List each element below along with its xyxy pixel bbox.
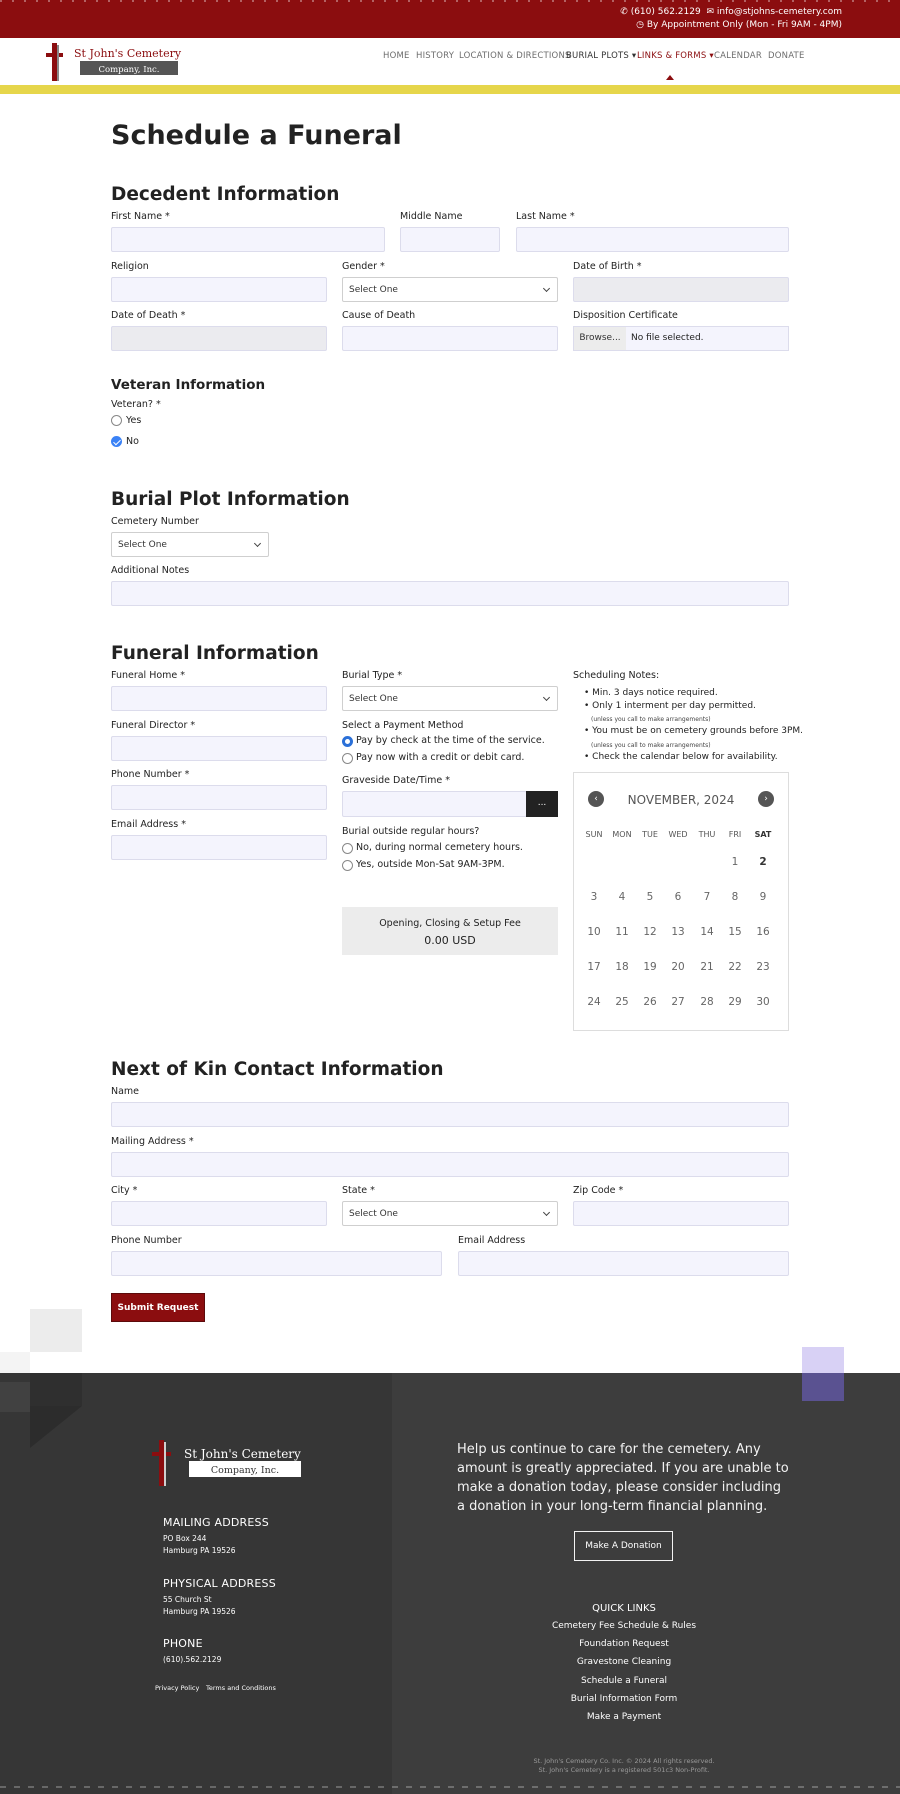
quick-link-payment[interactable]: Make a Payment [586, 1712, 662, 1722]
decorative-triangle [30, 1406, 82, 1448]
chevron-down-icon [543, 694, 550, 701]
top-bar [0, 0, 900, 38]
nav-burial-plots-label: BURIAL PLOTS [566, 51, 629, 61]
hours-text: By Appointment Only (Mon - Fri 9AM - 4PM) [646, 20, 842, 30]
make-donation-button[interactable]: Make A Donation [574, 1531, 673, 1561]
mailing-line1: PO Box 244 [163, 1534, 207, 1543]
logo-line1: St John's Cemetery [74, 47, 182, 60]
footer-logo[interactable] [151, 1439, 306, 1487]
calendar-day-header: MON [612, 830, 632, 839]
chevron-down-icon [543, 1209, 550, 1216]
physical-line2: Hamburg PA 19526 [163, 1607, 236, 1616]
quick-link-schedule[interactable]: Schedule a Funeral [581, 1676, 667, 1686]
outside-hours-label: Burial outside regular hours? [342, 826, 480, 837]
terms-link[interactable]: Terms and Conditions [206, 1684, 276, 1692]
contact-line [620, 7, 842, 17]
calendar-day[interactable]: 16 [756, 926, 770, 938]
kin-name-label: Name [111, 1086, 140, 1097]
quick-link-fee[interactable]: Cemetery Fee Schedule & Rules [551, 1621, 697, 1631]
footer-phone[interactable]: (610).562.2129 [163, 1655, 222, 1664]
quick-link-gravestone[interactable]: Gravestone Cleaning [576, 1657, 672, 1667]
last-name-label: Last Name * [516, 211, 575, 222]
scheduling-notes-title: Scheduling Notes: [573, 670, 660, 681]
footer-logo-cross-horizontal [152, 1452, 171, 1456]
funeral-email-input[interactable] [111, 835, 327, 860]
calendar-day[interactable]: 22 [728, 961, 742, 973]
cemetery-number-value: Select One [118, 540, 167, 550]
veteran-no-radio[interactable] [111, 436, 122, 447]
calendar-day-header: FRI [728, 830, 742, 839]
burial-type-select[interactable] [342, 686, 558, 711]
date-picker-button[interactable]: ... [526, 791, 558, 817]
kin-state-label: State * [342, 1185, 375, 1196]
calendar-day-header: THU [698, 830, 716, 839]
religion-label: Religion [111, 261, 149, 272]
funeral-heading: Funeral Information [111, 643, 319, 664]
copyright-line1: St. John's Cemetery Co. Inc. © 2024 All rights reserved. [533, 1757, 715, 1765]
calendar-day[interactable]: 10 [587, 926, 601, 938]
kin-city-input[interactable] [111, 1201, 327, 1226]
note-3-text: You must be on cemetery grounds before 3PM. [592, 726, 804, 736]
last-name-input[interactable] [516, 227, 789, 252]
logo-cross-horizontal [46, 53, 63, 57]
next-month-button[interactable]: › [758, 791, 774, 807]
note-3-small: (unless you call to make arrangements) [591, 742, 711, 749]
calendar-day[interactable]: 30 [756, 996, 770, 1008]
cert-file-input[interactable] [573, 326, 789, 351]
pay-check-radio[interactable] [342, 736, 353, 747]
calendar-day[interactable]: 2 [759, 856, 767, 868]
cause-input[interactable] [342, 326, 558, 351]
decorative-dots [0, 0, 900, 2]
copyright-line2: St. John's Cemetery is a registered 501c3 Non-Profit. [538, 1766, 710, 1774]
hours-line [636, 20, 842, 30]
calendar-day[interactable]: 9 [759, 891, 767, 903]
veteran-no-label: No [126, 436, 139, 447]
chevron-down-icon [254, 540, 261, 547]
calendar-day[interactable]: 27 [671, 996, 685, 1008]
footer-logo-line1: St John's Cemetery [184, 1447, 301, 1461]
payment-label: Select a Payment Method [342, 720, 464, 731]
kin-mailing-label: Mailing Address * [111, 1136, 194, 1147]
footer-logo-line2: Company, Inc. [210, 1465, 280, 1476]
dod-label: Date of Death * [111, 310, 186, 321]
kin-name-input[interactable] [111, 1102, 789, 1127]
kin-city-label: City * [111, 1185, 138, 1196]
kin-state-value: Select One [349, 1209, 398, 1219]
chevron-down-icon [543, 285, 550, 292]
outside-yes-label: Yes, outside Mon-Sat 9AM-3PM. [356, 859, 505, 870]
calendar-day[interactable]: 26 [643, 996, 657, 1008]
calendar-day[interactable]: 13 [671, 926, 685, 938]
note-1: • Min. 3 days notice required. [584, 688, 718, 698]
veteran-yes-label: Yes [126, 415, 142, 426]
active-nav-indicator [666, 75, 674, 80]
fee-box [342, 907, 558, 955]
funeral-home-input[interactable] [111, 686, 327, 711]
kin-phone-label: Phone Number [111, 1235, 182, 1246]
prev-month-button[interactable]: ‹ [588, 791, 604, 807]
nav-location[interactable]: LOCATION & DIRECTIONS [459, 51, 571, 61]
plot-heading: Burial Plot Information [111, 489, 350, 510]
religion-input[interactable] [111, 277, 327, 302]
pay-check-label: Pay by check at the time of the service. [356, 735, 545, 746]
calendar-day[interactable]: 11 [615, 926, 629, 938]
outside-no-radio[interactable] [342, 843, 353, 854]
fee-value: 0.00 USD [424, 934, 476, 947]
physical-heading: PHYSICAL ADDRESS [163, 1577, 276, 1590]
kin-zip-label: Zip Code * [573, 1185, 624, 1196]
gender-select-value: Select One [349, 285, 398, 295]
first-name-input[interactable] [111, 227, 385, 252]
nav-burial-plots[interactable] [566, 51, 636, 61]
availability-calendar [573, 772, 789, 1031]
calendar-day[interactable]: 5 [646, 891, 654, 903]
calendar-day-header: SAT [754, 830, 772, 839]
mailing-heading: MAILING ADDRESS [163, 1516, 269, 1529]
calendar-day[interactable]: 29 [728, 996, 742, 1008]
gender-select[interactable] [342, 277, 558, 302]
gender-label: Gender * [342, 261, 385, 272]
note-2-small: (unless you call to make arrangements) [591, 716, 711, 723]
calendar-day[interactable]: 14 [700, 926, 714, 938]
calendar-day[interactable]: 6 [674, 891, 682, 903]
funeral-home-label: Funeral Home * [111, 670, 186, 681]
file-status: No file selected. [631, 333, 704, 343]
calendar-day[interactable]: 28 [700, 996, 714, 1008]
pay-card-radio[interactable] [342, 753, 353, 764]
calendar-month-title: NOVEMBER, 2024 [627, 793, 735, 807]
calendar-day[interactable]: 1 [731, 856, 739, 868]
calendar-day[interactable]: 20 [671, 961, 685, 973]
clock-icon: ◷ [636, 20, 644, 30]
funeral-phone-input[interactable] [111, 785, 327, 810]
decorative-square [0, 1382, 30, 1412]
note-2-text: Only 1 interment per day permitted. [592, 701, 756, 711]
decorative-dots [0, 1786, 900, 1788]
funeral-director-label: Funeral Director * [111, 720, 196, 731]
calendar-day[interactable]: 18 [615, 961, 629, 973]
funeral-phone-label: Phone Number * [111, 769, 190, 780]
kin-mailing-input[interactable] [111, 1152, 789, 1177]
quick-links-heading: QUICK LINKS [592, 1603, 656, 1614]
calendar-day[interactable]: 21 [700, 961, 714, 973]
graveside-label: Graveside Date/Time * [342, 775, 450, 786]
phone-icon: ✆ [620, 7, 628, 17]
site-footer [0, 1373, 900, 1794]
kin-email-input[interactable] [458, 1251, 789, 1276]
veteran-yes-radio[interactable] [111, 415, 122, 426]
footer-logo-cross-vertical [159, 1440, 164, 1486]
nav-links-forms-label: LINKS & FORMS [637, 51, 707, 61]
notes-label: Additional Notes [111, 565, 190, 576]
kin-zip-input[interactable] [573, 1201, 789, 1226]
calendar-day[interactable]: 19 [643, 961, 657, 973]
physical-line1: 55 Church St [163, 1595, 212, 1604]
kin-email-label: Email Address [458, 1235, 526, 1246]
decorative-square [30, 1309, 82, 1352]
funeral-email-label: Email Address * [111, 819, 186, 830]
middle-name-input[interactable] [400, 227, 500, 252]
nav-home[interactable]: HOME [383, 51, 410, 61]
quick-link-burial-form[interactable]: Burial Information Form [570, 1694, 678, 1704]
first-name-label: First Name * [111, 211, 170, 222]
calendar-day[interactable]: 24 [587, 996, 601, 1008]
calendar-day-header: SUN [585, 830, 603, 839]
middle-name-label: Middle Name [400, 211, 463, 222]
calendar-day[interactable]: 25 [615, 996, 629, 1008]
fee-title: Opening, Closing & Setup Fee [379, 918, 521, 929]
outside-no-label: No, during normal cemetery hours. [356, 842, 523, 853]
privacy-link[interactable]: Privacy Policy [155, 1684, 200, 1692]
chevron-down-icon: ▾ [709, 51, 714, 61]
donation-text: Help us continue to care for the cemetery. Any amount is greatly appreciated. If you are unable to make a donation today, please consider including a donation in your long-term financial planning. [457, 1442, 789, 1514]
note-1-text: Min. 3 days notice required. [592, 688, 718, 698]
kin-heading: Next of Kin Contact Information [111, 1059, 444, 1080]
footer-logo-cross-highlight [164, 1442, 166, 1486]
cause-label: Cause of Death [342, 310, 416, 321]
logo-cross-vertical [52, 43, 57, 81]
cemetery-number-select[interactable] [111, 532, 269, 557]
logo-cross-shadow [57, 45, 59, 81]
note-4: • Check the calendar below for availability. [584, 752, 778, 762]
nav-donate[interactable]: DONATE [768, 51, 805, 61]
graveside-input[interactable] [342, 791, 527, 817]
veteran-question: Veteran? * [111, 399, 161, 410]
site-logo[interactable] [46, 41, 191, 83]
calendar-day[interactable]: 3 [590, 891, 598, 903]
note-2: • Only 1 interment per day permitted. [584, 701, 756, 711]
calendar-day[interactable]: 7 [703, 891, 711, 903]
calendar-day[interactable]: 23 [756, 961, 770, 973]
calendar-day[interactable]: 17 [587, 961, 601, 973]
mailing-line2: Hamburg PA 19526 [163, 1546, 236, 1555]
kin-state-select[interactable] [342, 1201, 558, 1226]
notes-textarea[interactable] [111, 581, 789, 606]
outside-yes-radio[interactable] [342, 860, 353, 871]
decorative-square [30, 1373, 82, 1406]
footer-right-panel [392, 1373, 900, 1794]
phone-heading: PHONE [163, 1637, 203, 1650]
quick-link-foundation[interactable]: Foundation Request [579, 1639, 669, 1649]
calendar-day[interactable]: 8 [731, 891, 739, 903]
decedent-heading: Decedent Information [111, 184, 340, 205]
note-4-text: Check the calendar below for availability. [592, 752, 778, 762]
calendar-day[interactable]: 12 [643, 926, 657, 938]
veteran-heading: Veteran Information [111, 377, 266, 393]
browse-button[interactable]: Browse... [574, 327, 626, 350]
kin-phone-input[interactable] [111, 1251, 442, 1276]
note-3: • You must be on cemetery grounds before 3PM. [584, 726, 804, 736]
cemetery-number-label: Cemetery Number [111, 516, 199, 527]
pay-card-label: Pay now with a credit or debit card. [356, 752, 525, 763]
submit-request-button[interactable]: Submit Request [111, 1293, 205, 1322]
decorative-square [802, 1373, 844, 1401]
top-email-link[interactable]: info@stjohns-cemetery.com [716, 7, 842, 17]
cert-label: Disposition Certificate [573, 310, 678, 321]
page-title: Schedule a Funeral [111, 120, 402, 151]
mail-icon: ✉ [706, 7, 714, 17]
logo-line2: Company, Inc. [98, 65, 160, 75]
header-accent-bar [0, 85, 900, 94]
dod-input[interactable] [111, 326, 327, 351]
top-phone-link[interactable]: (610) 562.2129 [630, 7, 701, 17]
chevron-down-icon: ▾ [631, 51, 637, 61]
nav-history[interactable]: HISTORY [416, 51, 455, 61]
calendar-day-header: TUE [642, 830, 658, 839]
calendar-day[interactable]: 15 [728, 926, 742, 938]
calendar-day-header: WED [668, 830, 688, 839]
funeral-director-input[interactable] [111, 736, 327, 761]
nav-links-forms[interactable] [637, 51, 714, 61]
burial-type-value: Select One [349, 694, 398, 704]
dob-input[interactable] [573, 277, 789, 302]
nav-calendar[interactable]: CALENDAR [714, 51, 762, 61]
dob-label: Date of Birth * [573, 261, 642, 272]
burial-type-label: Burial Type * [342, 670, 403, 681]
calendar-day[interactable]: 4 [618, 891, 626, 903]
